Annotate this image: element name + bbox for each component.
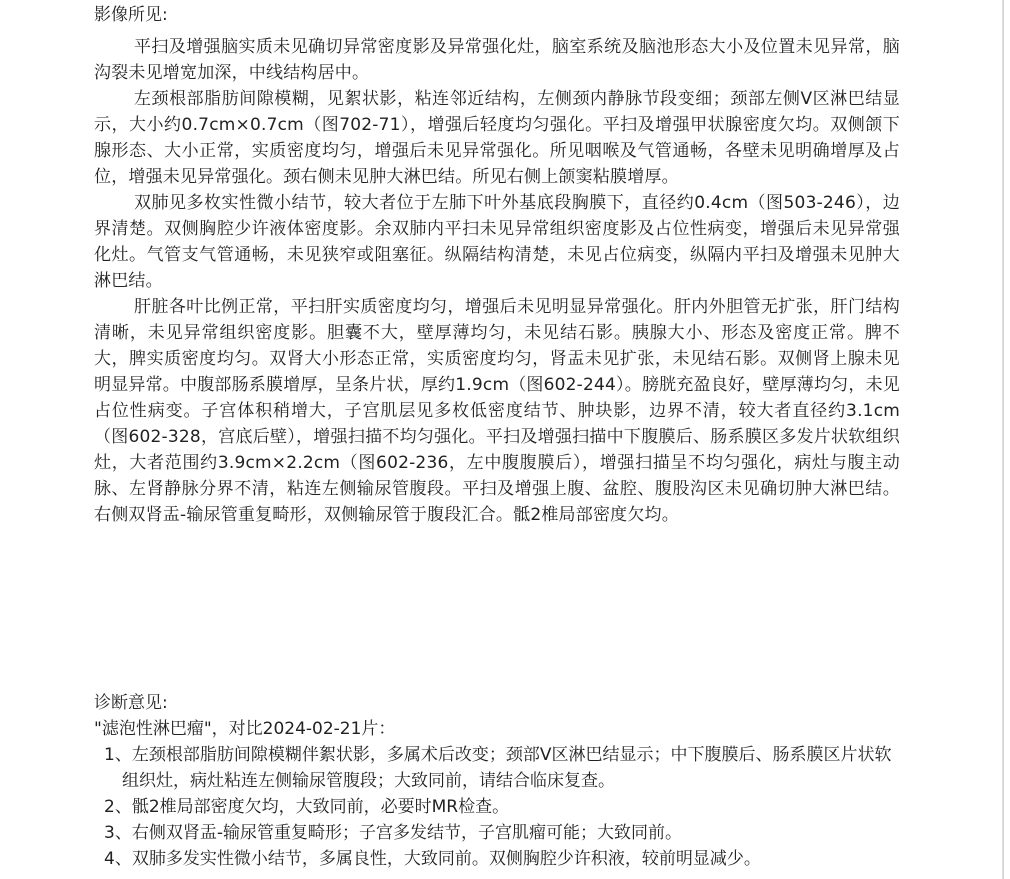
findings-paragraph-abdomen: 肝脏各叶比例正常，平扫肝实质密度均匀，增强后未见明显异常强化。肝内外胆管无扩张，肝门结构清晰，未见异常组织密度影。胆囊不大，壁厚薄均匀，未见结石影。胰腺大小、形态及密度正常。脾不大，脾实质密度均匀。双肾大小形态正常，实质密度均匀，肾盂未见扩张，未见结石影。双侧肾上腺未见明显异常。中腹部肠系膜增厚，呈条片状，厚约1.9cm（图602-244）。膀胱充盈良好，壁厚薄均匀，未见占位性病变。子宫体积稍增大，子宫肌层见多枚低密度结节、肿块影，边界不清，较大者直径约3.1cm（图602-328，宫底后壁），增强扫描不均匀强化。平扫及增强扫描中下腹膜后、肠系膜区多发片状软组织灶，大者范围约3.9cm×2.2cm（图602-236，左中腹腹膜后），增强扫描呈不均匀强化，病灶与腹主动脉、左肾静脉分界不清，粘连左侧输尿管腹段。平扫及增强上腹、盆腔、腹股沟区未见确切肿大淋巴结。右侧双肾盂-输尿管重复畸形，双侧输尿管于腹段汇合。骶2椎局部密度欠均。 (94, 297, 900, 525)
diagnosis-item: 1、左颈根部脂肪间隙模糊伴絮状影，多属术后改变；颈部V区淋巴结显示；中下腹膜后、肠系膜区片状软组织灶，病灶粘连左侧输尿管腹段；大致同前，请结合临床复查。 (104, 745, 892, 791)
diagnosis-heading: 诊断意见: (94, 693, 168, 713)
findings-paragraph-neck: 左颈根部脂肪间隙模糊，见絮状影，粘连邻近结构，左侧颈内静脉节段变细；颈部左侧V区淋巴结显示，大小约0.7cm×0.7cm（图702-71），增强后轻度均匀强化。平扫及增强甲状腺密度欠均。双侧颌下腺形态、大小正常，实质密度均匀，增强后未见异常强化。所见咽喉及气管通畅，各壁未见明确增厚及占位，增强未见异常强化。颈右侧未见肿大淋巴结。所见右侧上颌窦粘膜增厚。 (94, 89, 900, 187)
diagnosis-item: 2、骶2椎局部密度欠均，大致同前，必要时MR检查。 (104, 797, 510, 817)
findings-body (94, 34, 900, 528)
diagnosis-item: 3、右侧双肾盂-输尿管重复畸形；子宫多发结节，子宫肌瘤可能；大致同前。 (104, 823, 682, 843)
diagnosis-item: 4、双肺多发实性微小结节，多属良性，大致同前。双侧胸腔少许积液，较前明显减少。 (104, 849, 761, 869)
diagnosis-summary: "滤泡性淋巴瘤"，对比2024-02-21片： (94, 719, 396, 739)
diagnosis-section (94, 690, 900, 872)
findings-heading: 影像所见: (94, 5, 168, 25)
page-edge-divider (1002, 0, 1004, 879)
findings-paragraph-brain: 平扫及增强脑实质未见确切异常密度影及异常强化灶，脑室系统及脑池形态大小及位置未见异常，脑沟裂未见增宽加深，中线结构居中。 (94, 37, 900, 83)
findings-paragraph-chest: 双肺见多枚实性微小结节，较大者位于左肺下叶外基底段胸膜下，直径约0.4cm（图503-246），边界清楚。双侧胸腔少许液体密度影。余双肺内平扫未见异常组织密度影及占位性病变，增强后未见异常强化灶。气管支气管通畅，未见狭窄或阻塞征。纵隔结构清楚，未见占位病变，纵隔内平扫及增强未见肿大淋巴结。 (94, 193, 900, 291)
findings-section (94, 2, 900, 528)
